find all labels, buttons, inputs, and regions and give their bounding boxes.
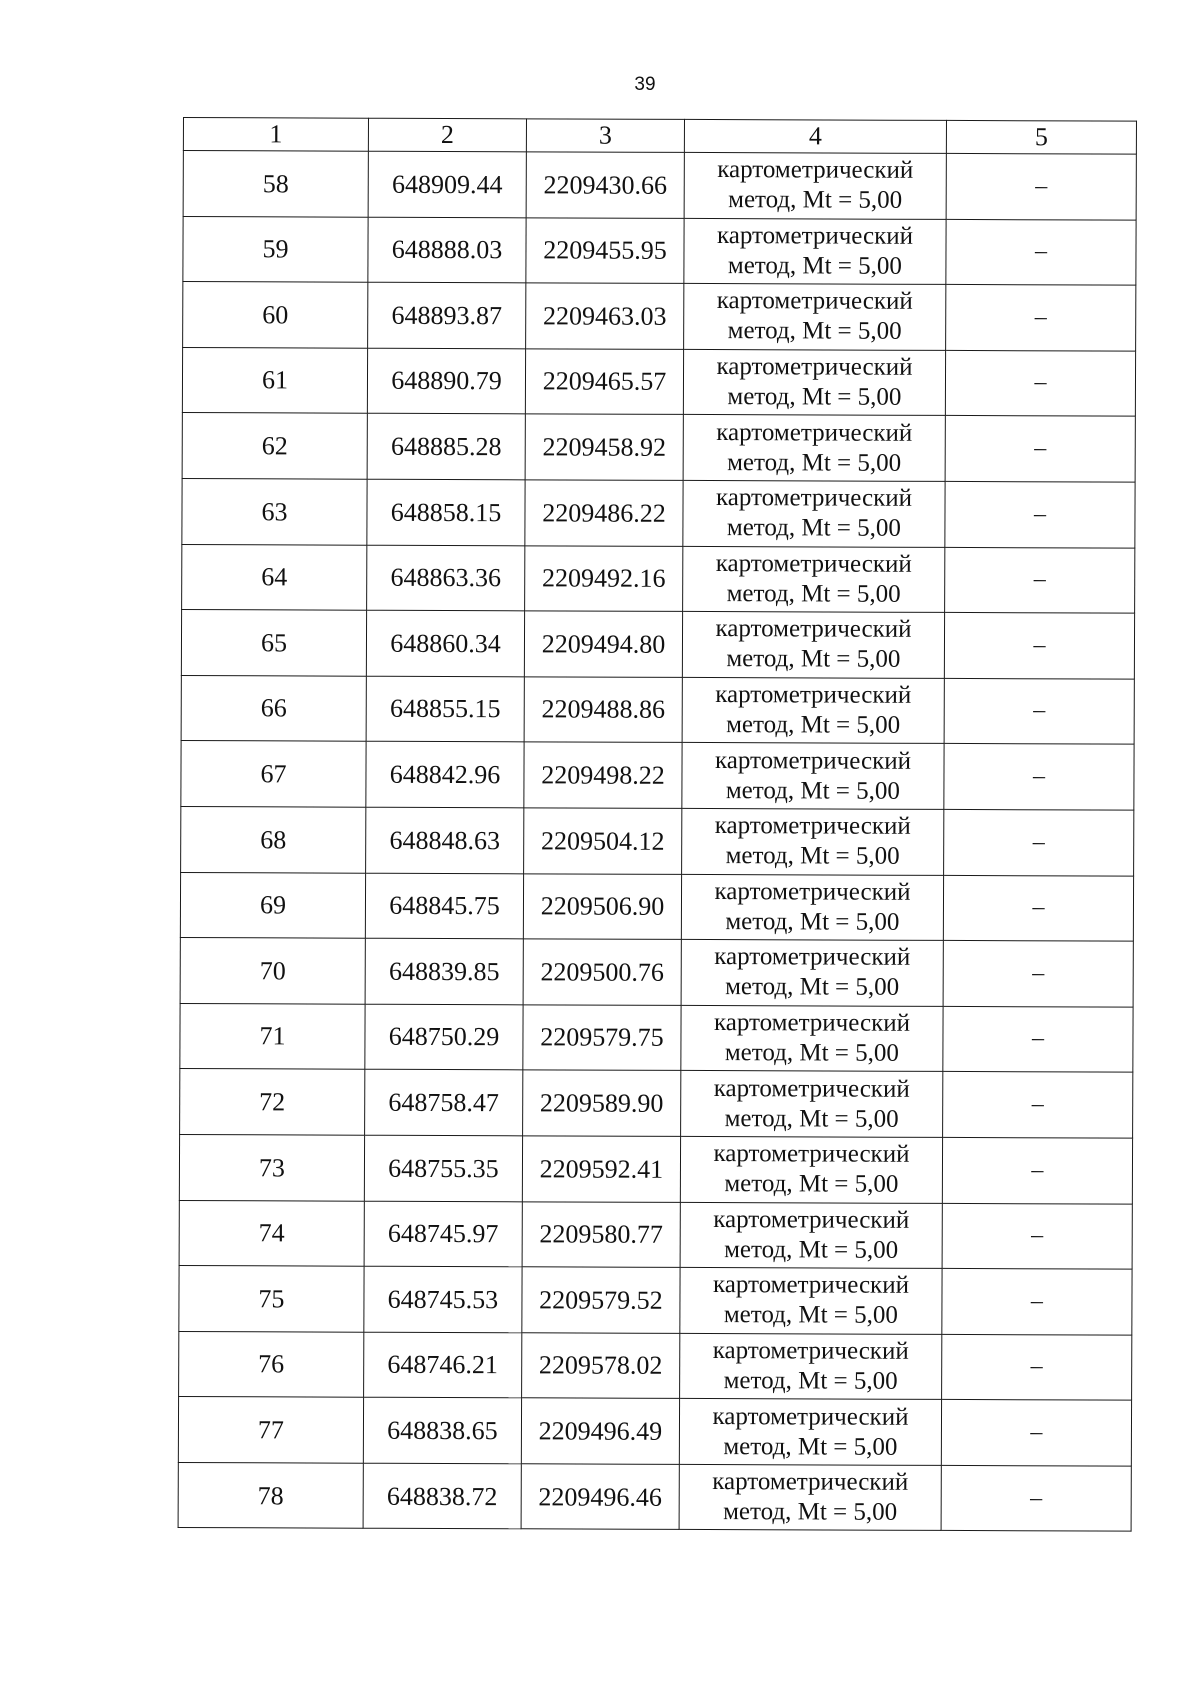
- method-line-2: метод, Mt = 5,00: [723, 1367, 898, 1395]
- method-line-1: картометрический: [714, 812, 911, 841]
- method-line-1: картометрический: [714, 746, 912, 775]
- x-coordinate-cell: 648855.15: [366, 676, 524, 742]
- method-line-2: метод, Mt = 5,00: [723, 1301, 898, 1330]
- note-cell: –: [945, 481, 1135, 547]
- note-cell: –: [946, 153, 1136, 219]
- table-row: [182, 478, 1135, 547]
- point-number-cell: 64: [182, 544, 367, 610]
- x-coordinate-cell: 648858.15: [367, 479, 525, 545]
- method-line-1: картометрический: [713, 1140, 910, 1169]
- table-row: [180, 872, 1133, 941]
- y-coordinate-cell: 2209496.46: [521, 1464, 679, 1530]
- method-line-2: метод, Mt = 5,00: [726, 514, 901, 543]
- point-number-cell: 76: [179, 1331, 364, 1397]
- x-coordinate-cell: 648758.47: [365, 1070, 523, 1136]
- note-cell: –: [942, 1203, 1132, 1269]
- point-number-cell: 63: [182, 478, 367, 544]
- table-row: [178, 1462, 1131, 1531]
- method-cell: [682, 743, 944, 810]
- method-cell: [683, 415, 945, 482]
- note-cell: –: [946, 219, 1136, 285]
- note-cell: –: [944, 613, 1134, 679]
- method-cell: [680, 1136, 942, 1203]
- x-coordinate-cell: 648745.53: [364, 1266, 522, 1332]
- y-coordinate-cell: 2209458.92: [525, 414, 683, 480]
- y-coordinate-cell: 2209592.41: [522, 1136, 680, 1202]
- method-line-1: картометрический: [715, 549, 912, 578]
- method-line-2: метод, Mt = 5,00: [724, 1039, 899, 1067]
- table-row: [178, 1397, 1131, 1466]
- method-line-2: метод, Mt = 5,00: [727, 251, 903, 280]
- note-cell: –: [944, 744, 1134, 810]
- x-coordinate-cell: 648848.63: [366, 807, 524, 873]
- method-line-2: метод, Mt = 5,00: [725, 907, 900, 936]
- y-coordinate-cell: 2209500.76: [523, 939, 681, 1005]
- method-cell: [681, 1005, 943, 1072]
- x-coordinate-cell: 648863.36: [367, 545, 525, 611]
- y-coordinate-cell: 2209455.95: [526, 217, 684, 283]
- method-line-2: метод, Mt = 5,00: [727, 317, 902, 346]
- method-line-1: картометрический: [712, 1337, 909, 1365]
- table-row: [182, 413, 1135, 482]
- method-line-1: картометрический: [713, 1074, 910, 1103]
- x-coordinate-cell: 648890.79: [367, 348, 525, 414]
- y-coordinate-cell: 2209492.16: [525, 545, 683, 611]
- method-cell: [682, 808, 944, 875]
- method-line-1: картометрический: [714, 943, 911, 972]
- method-cell: [683, 349, 945, 416]
- table-row: [180, 1003, 1133, 1072]
- method-cell: [682, 677, 944, 744]
- point-number-cell: 75: [179, 1266, 364, 1332]
- method-line-2: метод, Mt = 5,00: [723, 1432, 898, 1461]
- table-row: [183, 151, 1136, 220]
- method-line-1: картометрический: [715, 681, 912, 709]
- method-cell: [680, 1333, 942, 1400]
- point-number-cell: 68: [181, 806, 366, 872]
- method-line-1: картометрический: [714, 877, 911, 906]
- method-line-1: картометрический: [715, 615, 912, 644]
- page-number: 39: [634, 74, 656, 95]
- point-number-cell: 78: [178, 1462, 363, 1528]
- table-row: [181, 741, 1134, 810]
- method-line-1: картометрический: [716, 221, 914, 250]
- y-coordinate-cell: 2209578.02: [522, 1332, 680, 1398]
- point-number-cell: 72: [180, 1069, 365, 1135]
- method-cell: [681, 940, 943, 1007]
- point-number-cell: 70: [180, 938, 365, 1004]
- note-cell: –: [943, 941, 1133, 1007]
- table-row: [180, 938, 1133, 1007]
- x-coordinate-cell: 648845.75: [365, 873, 523, 939]
- method-line-2: метод, Mt = 5,00: [726, 579, 901, 608]
- table-row: [181, 675, 1134, 744]
- x-coordinate-cell: 648839.85: [365, 938, 523, 1004]
- table-row: [183, 282, 1136, 351]
- method-line-1: картометрический: [715, 484, 913, 513]
- note-cell: –: [944, 809, 1134, 875]
- method-cell: [681, 1071, 943, 1138]
- column-header-1: 1: [183, 118, 368, 152]
- x-coordinate-cell: 648842.96: [366, 742, 524, 808]
- point-number-cell: 59: [183, 216, 368, 282]
- method-cell: [680, 1268, 942, 1335]
- column-header-3: 3: [526, 119, 684, 153]
- table-row: [181, 610, 1134, 679]
- x-coordinate-cell: 648888.03: [368, 217, 526, 283]
- method-cell: [683, 546, 945, 613]
- method-cell: [680, 1202, 942, 1269]
- note-cell: –: [945, 416, 1135, 482]
- method-line-1: картометрический: [716, 353, 913, 381]
- x-coordinate-cell: 648838.72: [363, 1463, 521, 1529]
- method-line-1: картометрический: [712, 1271, 910, 1300]
- coordinates-table: [178, 117, 1137, 1532]
- table-row: [179, 1200, 1132, 1269]
- method-line-2: метод, Mt = 5,00: [724, 1104, 899, 1133]
- method-line-1: картометрический: [717, 156, 914, 185]
- y-coordinate-cell: 2209486.22: [525, 480, 683, 546]
- y-coordinate-cell: 2209506.90: [523, 873, 681, 939]
- table-row: [179, 1331, 1132, 1400]
- y-coordinate-cell: 2209579.52: [522, 1267, 680, 1333]
- point-number-cell: 73: [179, 1134, 364, 1200]
- y-coordinate-cell: 2209430.66: [526, 152, 684, 218]
- y-coordinate-cell: 2209579.75: [523, 1005, 681, 1071]
- column-header-2: 2: [368, 118, 526, 152]
- note-cell: –: [942, 1137, 1132, 1203]
- note-cell: –: [943, 1072, 1133, 1138]
- note-cell: –: [945, 547, 1135, 613]
- column-header-4: 4: [684, 119, 946, 153]
- method-line-2: метод, Mt = 5,00: [725, 842, 900, 870]
- method-line-2: метод, Mt = 5,00: [727, 448, 902, 477]
- y-coordinate-cell: 2209463.03: [526, 283, 684, 349]
- method-line-2: метод, Mt = 5,00: [724, 1235, 899, 1264]
- note-cell: –: [942, 1269, 1132, 1335]
- table-header: [183, 118, 1136, 155]
- y-coordinate-cell: 2209580.77: [522, 1201, 680, 1267]
- point-number-cell: 66: [181, 675, 366, 741]
- point-number-cell: 62: [182, 413, 367, 479]
- y-coordinate-cell: 2209488.86: [524, 677, 682, 743]
- method-line-1: картометрический: [712, 1402, 909, 1431]
- x-coordinate-cell: 648860.34: [366, 610, 524, 676]
- note-cell: –: [946, 285, 1136, 351]
- note-cell: –: [941, 1465, 1131, 1531]
- method-line-2: метод, Mt = 5,00: [725, 776, 900, 805]
- point-number-cell: 65: [181, 610, 366, 676]
- method-line-2: метод, Mt = 5,00: [725, 973, 900, 1002]
- note-cell: –: [945, 350, 1135, 416]
- y-coordinate-cell: 2209496.49: [521, 1398, 679, 1464]
- point-number-cell: 77: [178, 1397, 363, 1463]
- method-cell: [684, 152, 946, 219]
- x-coordinate-cell: 648755.35: [364, 1135, 522, 1201]
- y-coordinate-cell: 2209589.90: [523, 1070, 681, 1136]
- y-coordinate-cell: 2209498.22: [524, 742, 682, 808]
- x-coordinate-cell: 648909.44: [368, 151, 526, 217]
- method-line-2: метод, Mt = 5,00: [724, 1170, 899, 1198]
- method-line-1: картометрический: [713, 1205, 910, 1234]
- x-coordinate-cell: 648838.65: [363, 1397, 521, 1463]
- method-line-2: метод, Mt = 5,00: [726, 645, 901, 674]
- method-line-2: метод, Mt = 5,00: [726, 711, 901, 739]
- method-line-2: метод, Mt = 5,00: [723, 1498, 898, 1526]
- method-cell: [682, 612, 944, 679]
- note-cell: –: [943, 1006, 1133, 1072]
- table-row: [183, 216, 1136, 285]
- method-cell: [679, 1399, 941, 1466]
- point-number-cell: 71: [180, 1003, 365, 1069]
- note-cell: –: [944, 678, 1134, 744]
- header-row: [183, 118, 1136, 155]
- point-number-cell: 69: [180, 872, 365, 938]
- x-coordinate-cell: 648746.21: [364, 1332, 522, 1398]
- table-row: [182, 544, 1135, 613]
- table-row: [180, 1069, 1133, 1138]
- note-cell: –: [942, 1334, 1132, 1400]
- method-line-1: картометрический: [713, 1009, 911, 1037]
- table-row: [179, 1266, 1132, 1335]
- x-coordinate-cell: 648885.28: [367, 414, 525, 480]
- table-row: [182, 347, 1135, 416]
- method-cell: [683, 480, 945, 547]
- point-number-cell: 74: [179, 1200, 364, 1266]
- method-line-1: картометрический: [712, 1468, 909, 1496]
- y-coordinate-cell: 2209465.57: [525, 349, 683, 415]
- method-line-1: картометрический: [716, 287, 913, 316]
- note-cell: –: [943, 875, 1133, 941]
- point-number-cell: 61: [182, 347, 367, 413]
- method-line-2: метод, Mt = 5,00: [727, 383, 902, 411]
- method-line-2: метод, Mt = 5,00: [728, 186, 903, 215]
- x-coordinate-cell: 648750.29: [365, 1004, 523, 1070]
- point-number-cell: 58: [183, 151, 368, 217]
- x-coordinate-cell: 648745.97: [364, 1201, 522, 1267]
- method-cell: [684, 218, 946, 285]
- x-coordinate-cell: 648893.87: [368, 282, 526, 348]
- method-cell: [684, 284, 946, 351]
- table-row: [179, 1134, 1132, 1203]
- method-cell: [679, 1464, 941, 1531]
- point-number-cell: 60: [183, 282, 368, 348]
- point-number-cell: 67: [181, 741, 366, 807]
- table-body: [178, 151, 1136, 1532]
- note-cell: –: [941, 1400, 1131, 1466]
- method-cell: [681, 874, 943, 941]
- column-header-5: 5: [946, 120, 1136, 154]
- y-coordinate-cell: 2209494.80: [524, 611, 682, 677]
- y-coordinate-cell: 2209504.12: [524, 808, 682, 874]
- method-line-1: картометрический: [716, 418, 913, 447]
- table-row: [181, 806, 1134, 875]
